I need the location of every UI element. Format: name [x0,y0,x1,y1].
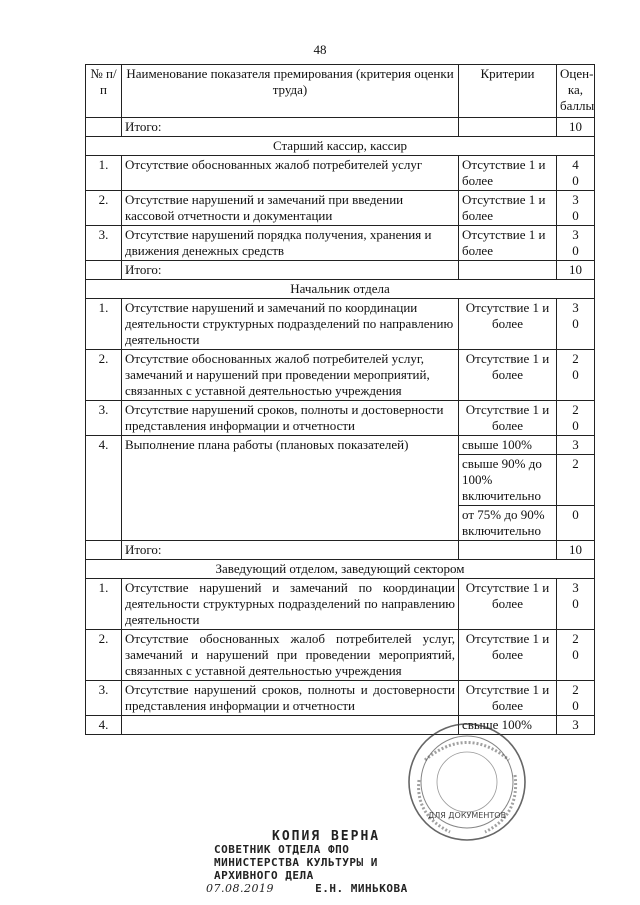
row-num: 4. [86,436,122,541]
table-row [86,401,595,436]
row-criteria: Отсутствие 1 и более [459,226,557,261]
row-num: 1. [86,299,122,350]
row-scores [557,579,595,630]
row-scores [557,226,595,261]
total-label: Итого: [122,118,459,137]
row-scores [557,630,595,681]
table-header-row [86,65,595,118]
score-value: 0 [572,698,579,713]
row-name: Выполнение плана работы (плановых показателей) [122,436,459,541]
total-label: Итого: [122,261,459,280]
stamp-inner-text: ДЛЯ ДОКУМЕНТОВ [427,811,507,820]
row-criteria: Отсутствие 1 и более [459,350,557,401]
score-value: 3 [572,192,579,207]
row-scores [557,299,595,350]
row-criteria: свыше 90% до 100% включительно [459,455,557,506]
score-value: 2 [572,351,579,366]
row-criteria: Отсутствие 1 и более [459,630,557,681]
table-row [86,226,595,261]
section-title: Заведующий отделом, заведующий сектором [86,560,595,579]
section-title-row [86,280,595,299]
row-name: Отсутствие обоснованных жалоб потребителей услуг, замечаний и нарушений при проведении мероприятий, связанных с уставной деятельностью учреждения [122,350,459,401]
table-row [86,436,595,455]
row-name: Отсутствие нарушений порядка получения, хранения и движения денежных средств [122,226,459,261]
row-criteria: от 75% до 90% включительно [459,506,557,541]
score-value: 0 [572,418,579,433]
table-row [86,156,595,191]
total-row [86,261,595,280]
total-label: Итого: [122,541,459,560]
total-row [86,541,595,560]
header-name: Наименование показателя премирования (критерия оценки труда) [122,65,459,118]
row-criteria: Отсутствие 1 и более [459,299,557,350]
row-name: Отсутствие обоснованных жалоб потребителей услуг [122,156,459,191]
row-num: 3. [86,681,122,716]
row-num: 1. [86,156,122,191]
score-value: 3 [572,300,579,315]
header-score: Оцен-ка, баллы [557,65,595,118]
score-value: 0 [572,316,579,331]
score-value: 0 [572,367,579,382]
row-criteria: Отсутствие 1 и более [459,681,557,716]
bonus-criteria-table [85,64,595,735]
total-row [86,118,595,137]
page-number: 48 [313,42,327,57]
round-seal-stamp [405,720,530,845]
row-scores [557,156,595,191]
section-title-row [86,560,595,579]
score-value: 2 [557,455,595,506]
header-num: № п/п [86,65,122,118]
total-value: 10 [557,261,595,280]
row-criteria: Отсутствие 1 и более [459,156,557,191]
row-criteria: свыше 100% [459,716,557,735]
row-name: Отсутствие нарушений и замечаний по координации деятельности структурных подразделений по направлению деятельности [122,579,459,630]
score-value: 2 [572,682,579,697]
score-value: 3 [557,716,595,735]
score-value: 3 [572,580,579,595]
row-num: 2. [86,350,122,401]
row-scores [557,350,595,401]
row-num: 3. [86,226,122,261]
table-row [86,630,595,681]
row-num: 2. [86,191,122,226]
score-value: 2 [572,631,579,646]
row-criteria: Отсутствие 1 и более [459,191,557,226]
row-num: 3. [86,401,122,436]
section-title: Начальник отдела [86,280,595,299]
score-value: 0 [572,208,579,223]
table-row [86,191,595,226]
score-value: 3 [572,227,579,242]
row-criteria: Отсутствие 1 и более [459,401,557,436]
header-criteria: Критерии [459,65,557,118]
table-row [86,681,595,716]
table-row [86,350,595,401]
copy-stamp-ministry: МИНИСТЕРСТВА КУЛЬТУРЫ И [214,856,378,869]
score-value: 2 [572,402,579,417]
row-name: Отсутствие нарушений и замечаний по координации деятельности структурных подразделений по направлению деятельности [122,299,459,350]
section-title-row [86,137,595,156]
table-row [86,579,595,630]
row-name: Отсутствие нарушений сроков, полноты и достоверности представления информации и отчетности [122,401,459,436]
row-name: Отсутствие нарушений и замечаний при введении кассовой отчетности и документации [122,191,459,226]
score-value: 0 [572,647,579,662]
row-scores [557,401,595,436]
row-criteria: свыше 100% [459,436,557,455]
row-criteria: Отсутствие 1 и более [459,579,557,630]
copy-stamp-signature-line [200,882,440,895]
total-value: 10 [557,118,595,137]
score-value: 0 [572,243,579,258]
copy-certified-stamp [200,830,440,895]
row-scores [557,681,595,716]
row-scores [557,191,595,226]
copy-stamp-dept: АРХИВНОГО ДЕЛА [214,869,314,882]
table-row [86,299,595,350]
row-name: Отсутствие нарушений сроков, полноты и достоверности представления информации и отчетности [122,681,459,716]
total-value: 10 [557,541,595,560]
copy-stamp-position: СОВЕТНИК ОТДЕЛА ФПО [214,843,350,856]
copy-stamp-title: КОПИЯ ВЕРНА [272,829,381,844]
score-value: 4 [572,157,579,172]
score-value: 0 [572,173,579,188]
row-num: 1. [86,579,122,630]
row-num: 4. [86,716,122,735]
signature-date: 07.08.2019 [206,882,274,895]
row-name: Отсутствие обоснованных жалоб потребителей услуг, замечаний и нарушений при проведении мероприятий, связанных с уставной деятельностью учреждения [122,630,459,681]
score-value: 0 [557,506,595,541]
row-num: 2. [86,630,122,681]
score-value: 0 [572,596,579,611]
section-title: Старший кассир, кассир [86,137,595,156]
score-value: 3 [557,436,595,455]
signer-name: Е.Н. МИНЬКОВА [315,882,408,895]
